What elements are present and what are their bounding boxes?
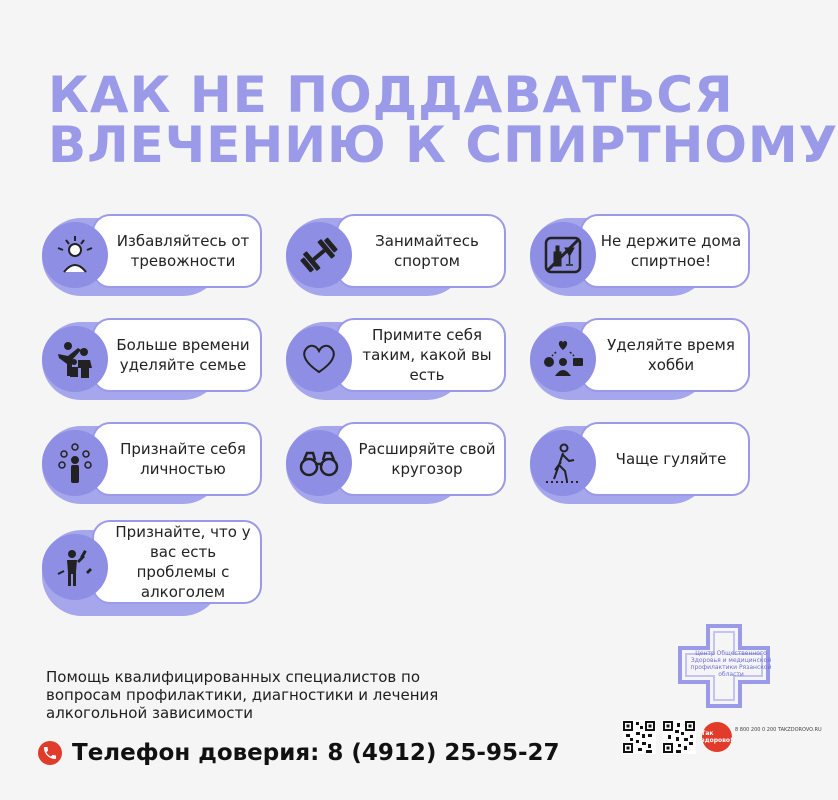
tip-card-family <box>42 322 262 400</box>
tip-text: Занимайтесь спортом <box>336 214 506 288</box>
no-alcohol-icon <box>530 222 596 288</box>
tip-text: Больше времени уделяйте семье <box>92 318 262 392</box>
qr-code-1[interactable] <box>622 720 656 754</box>
anxious-person-icon <box>42 222 108 288</box>
tip-text: Признайте себя личностью <box>92 422 262 496</box>
qr-code-2[interactable] <box>662 720 696 754</box>
tip-text: Чаще гуляйте <box>580 422 750 496</box>
walking-person-icon <box>530 430 596 496</box>
phone-icon <box>38 741 62 765</box>
family-icon <box>42 326 108 392</box>
hotline-text: Телефон доверия: 8 (4912) 25-95-27 <box>72 740 560 766</box>
tip-card-personality <box>42 426 262 504</box>
title-line-2: ВЛЕЧЕНИЮ К СПИРТНОМУ <box>48 116 838 174</box>
tip-text: Расширяйте свой кругозор <box>336 422 506 496</box>
help-text: Помощь квалифицированных специалистов по вопросам профилактики, диагностики и лечения алкогольной зависимости <box>46 668 439 722</box>
hobby-icon <box>530 326 596 392</box>
heart-icon <box>286 326 352 392</box>
tip-text: Не держите дома спиртное! <box>580 214 750 288</box>
dumbbell-icon <box>286 222 352 288</box>
tip-card-outlook <box>286 426 506 504</box>
page-title <box>48 66 838 174</box>
tip-text: Признайте, что у вас есть проблемы с алкоголем <box>92 520 262 604</box>
tip-text: Уделяйте время хобби <box>580 318 750 392</box>
tip-card-admit-problem <box>42 523 262 608</box>
tip-text: Избавляйтесь от тревожности <box>92 214 262 288</box>
tak-zdorovo-badge: Так здорово! <box>702 722 732 752</box>
tip-text: Примите себя таким, какой вы есть <box>336 318 506 392</box>
tip-card-accept-self <box>286 322 506 400</box>
logo-org-text: Центр Общественного Здоровья и медицинской профилактики Рязанской области <box>690 650 772 678</box>
site-text: 8 800 200 0 200 TAKZDOROVO.RU <box>735 727 822 733</box>
tip-card-walk <box>530 426 750 504</box>
title-line-1: КАК НЕ ПОДДАВАТЬСЯ <box>48 66 734 124</box>
hotline[interactable] <box>38 740 560 766</box>
tip-card-hobby <box>530 322 750 400</box>
tip-card-sport <box>286 218 506 296</box>
person-ideas-icon <box>42 430 108 496</box>
tip-card-anxiety <box>42 218 262 296</box>
tip-card-no-alcohol <box>530 218 750 296</box>
center-logo <box>676 622 772 710</box>
binoculars-icon <box>286 430 352 496</box>
drinking-person-icon <box>42 534 108 600</box>
